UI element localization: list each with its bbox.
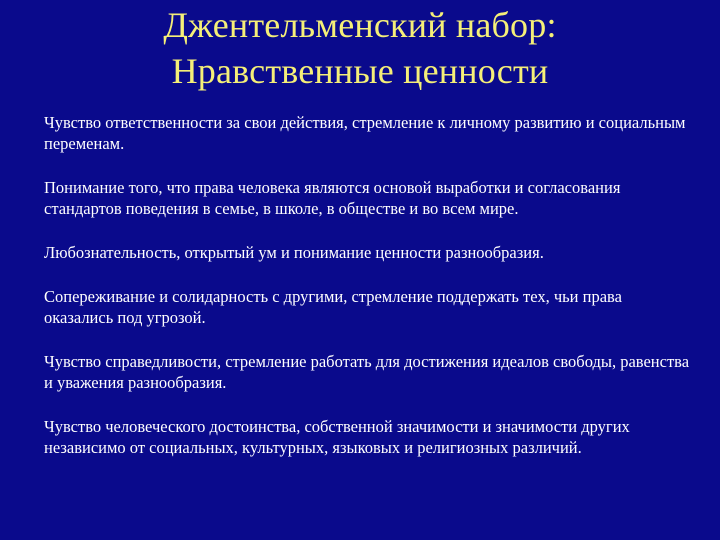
slide-title-line-1: Джентельменский набор: xyxy=(163,5,557,45)
paragraph-responsibility: Чувство ответственности за свои действия, стремление к личному развитию и социальным переменам. xyxy=(44,113,686,153)
slide-title xyxy=(0,2,720,94)
paragraph-curiosity: Любознательность, открытый ум и понимание ценности разнообразия. xyxy=(44,243,544,262)
paragraph-empathy: Сопереживание и солидарность с другими, стремление поддержать тех, чьи права оказались под угрозой. xyxy=(44,287,622,327)
paragraph-dignity: Чувство человеческого достоинства, собственной значимости и значимости других независимо от социальных, культурных, языковых и религиозных различий. xyxy=(44,417,630,457)
paragraph-human-rights: Понимание того, что права человека являются основой выработки и согласования стандартов поведения в семье, в школе, в обществе и во всем мире. xyxy=(44,178,621,218)
paragraph-justice: Чувство справедливости, стремление работать для достижения идеалов свободы, равенства и уважения разнообразия. xyxy=(44,352,690,392)
slide-title-line-2: Нравственные ценности xyxy=(171,51,549,91)
slide-body xyxy=(44,112,694,481)
